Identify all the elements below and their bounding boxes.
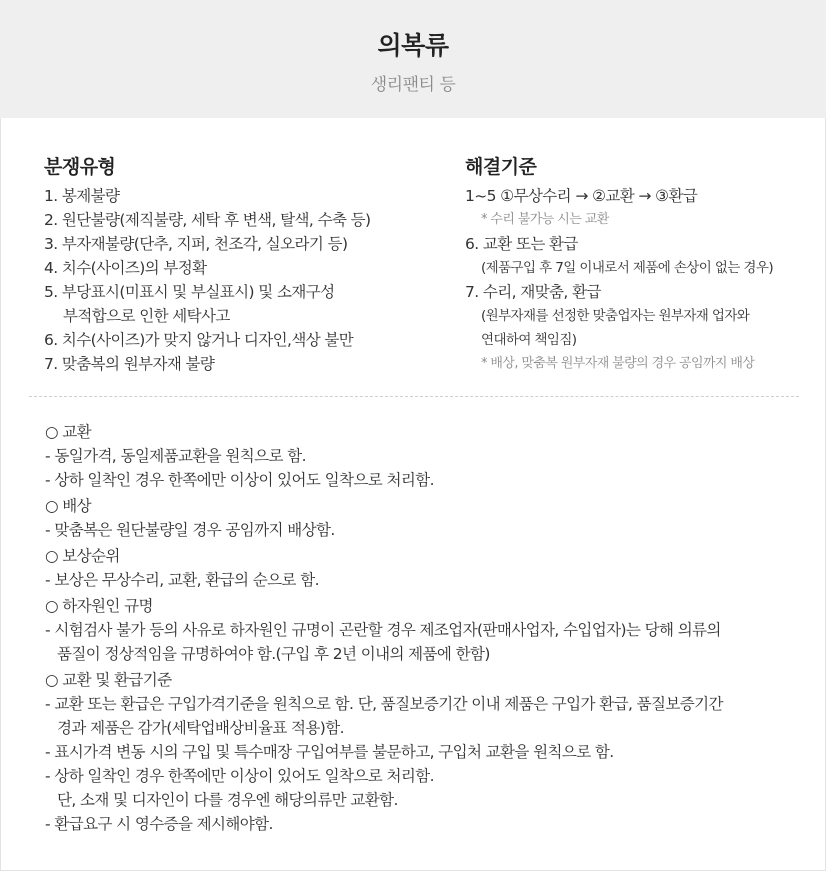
resolution-note: * 수리 불가능 시는 교환: [481, 212, 609, 227]
refund-criteria-heading: ○ 교환 및 환급기준: [45, 671, 172, 689]
compensation-heading: ○ 배상: [45, 497, 91, 515]
exchange-rule: - 동일가격, 동일제품교환을 원칙으로 함.: [45, 447, 306, 465]
resolution-item: 7. 수리, 재맞춤, 환급: [465, 283, 601, 301]
resolution-note: * 배상, 맞춤복 원부자재 불량의 경우 공임까지 배상: [481, 356, 755, 371]
dispute-item: 6. 치수(사이즈)가 맞지 않거나 디자인,색상 불만: [44, 331, 354, 349]
resolution-heading: 해결기준: [465, 156, 537, 178]
content-panel: [0, 118, 826, 871]
dispute-item: 1. 봉제불량: [44, 187, 120, 205]
dispute-type-heading: 분쟁유형: [44, 156, 116, 178]
resolution-detail: (제품구입 후 7일 이내로서 제품에 손상이 없는 경우): [481, 260, 773, 276]
compensation-order-heading: ○ 보상순위: [45, 547, 120, 565]
resolution-list: [465, 184, 773, 376]
refund-rule: - 교환 또는 환급은 구입가격기준을 원칙으로 함. 단, 품질보증기간 이내 제품은 구입가 환급, 품질보증기간: [45, 695, 723, 713]
resolution-detail: 연대하여 책임짐): [481, 332, 577, 348]
page-title: 의복류: [377, 31, 449, 60]
resolution-detail: (원부자재를 선정한 맞춤업자는 원부자재 업자와: [481, 308, 750, 324]
policy-section: [45, 420, 805, 836]
dispute-type-list: [44, 184, 370, 376]
refund-rule: - 환급요구 시 영수증을 제시해야함.: [45, 815, 273, 833]
refund-rule-continued: 단, 소재 및 디자인이 다를 경우엔 해당의류만 교환함.: [57, 791, 398, 809]
refund-rule: - 상하 일착인 경우 한쪽에만 이상이 있어도 일착으로 처리함.: [45, 767, 434, 785]
refund-rule: - 표시가격 변동 시의 구입 및 특수매장 구입여부를 불문하고, 구입처 교환을 원칙으로 함.: [45, 743, 614, 761]
resolution-item: 1~5 ①무상수리 → ②교환 → ③환급: [465, 187, 698, 205]
dispute-item: 3. 부자재불량(단추, 지퍼, 천조각, 실오라기 등): [44, 235, 348, 253]
defect-cause-rule: - 시험검사 불가 등의 사유로 하자원인 규명이 곤란할 경우 제조업자(판매사업자, 수입업자)는 당해 의류의: [45, 621, 721, 639]
compensation-rule: - 맞춤복은 원단불량일 경우 공임까지 배상함.: [45, 521, 335, 539]
dispute-item: 4. 치수(사이즈)의 부정확: [44, 259, 207, 277]
section-divider: [29, 396, 799, 397]
header-banner: [0, 0, 826, 118]
dispute-item: 7. 맞춤복의 원부자재 불량: [44, 355, 215, 373]
exchange-heading: ○ 교환: [45, 423, 91, 441]
page-subtitle: 생리팬티 등: [370, 75, 456, 95]
resolution-item: 6. 교환 또는 환급: [465, 235, 578, 253]
defect-cause-heading: ○ 하자원인 규명: [45, 597, 153, 615]
defect-cause-rule-continued: 품질이 정상적임을 규명하여야 함.(구입 후 2년 이내의 제품에 한함): [57, 645, 490, 663]
dispute-item: 2. 원단불량(제직불량, 세탁 후 변색, 탈색, 수축 등): [44, 211, 371, 229]
compensation-order-rule: - 보상은 무상수리, 교환, 환급의 순으로 함.: [45, 571, 319, 589]
dispute-item: 5. 부당표시(미표시 및 부실표시) 및 소재구성: [44, 283, 335, 301]
exchange-rule: - 상하 일착인 경우 한쪽에만 이상이 있어도 일착으로 처리함.: [45, 471, 434, 489]
refund-rule-continued: 경과 제품은 감가(세탁업배상비율표 적용)함.: [57, 719, 344, 737]
dispute-item-continued: 부적합으로 인한 세탁사고: [63, 307, 230, 325]
